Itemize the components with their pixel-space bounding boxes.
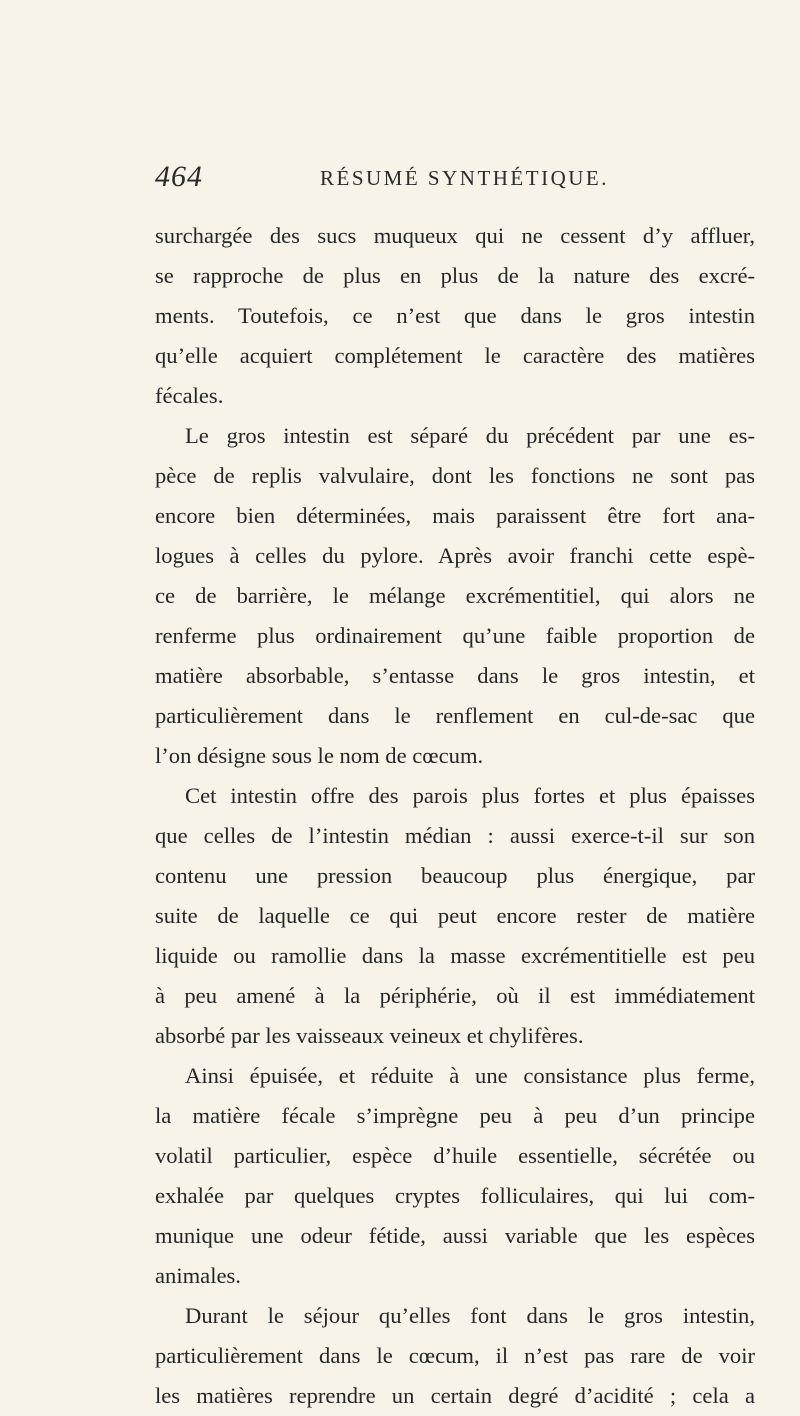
text-line: fécales.	[155, 383, 224, 408]
text-line: Le gros intestin est séparé du précédent par une es-	[185, 423, 755, 448]
text-line: surchargée des sucs muqueux qui ne cessent d’y affluer,	[155, 223, 755, 248]
text-line: exhalée par quelques cryptes folliculaires, qui lui com-	[155, 1183, 755, 1208]
text-line: que celles de l’intestin médian : aussi exerce-t-il sur son	[155, 823, 755, 848]
text-line: contenu une pression beaucoup plus énergique, par	[155, 863, 755, 888]
text-line: pèce de replis valvulaire, dont les fonctions ne sont pas	[155, 463, 755, 488]
text-line: munique une odeur fétide, aussi variable que les espèces	[155, 1223, 755, 1248]
text-line: se rapproche de plus en plus de la nature des excré-	[155, 263, 755, 288]
text-line: matière absorbable, s’entasse dans le gros intestin, et	[155, 663, 755, 688]
text-line: suite de laquelle ce qui peut encore rester de matière	[155, 903, 755, 928]
running-title: RÉSUMÉ SYNTHÉTIQUE.	[320, 166, 609, 190]
text-line: encore bien déterminées, mais paraissent être fort ana-	[155, 503, 755, 528]
text-line: Durant le séjour qu’elles font dans le gros intestin,	[185, 1303, 755, 1328]
text-line: absorbé par les vaisseaux veineux et chylifères.	[155, 1023, 584, 1048]
text-line: la matière fécale s’imprègne peu à peu d’un principe	[155, 1103, 755, 1128]
text-line: particulièrement dans le cœcum, il n’est pas rare de voir	[155, 1343, 755, 1368]
text-line: ce de barrière, le mélange excrémentitiel, qui alors ne	[155, 583, 755, 608]
text-line: renferme plus ordinairement qu’une faible proportion de	[155, 623, 755, 648]
text-line: Cet intestin offre des parois plus fortes et plus épaisses	[185, 783, 755, 808]
text-line: l’on désigne sous le nom de cœcum.	[155, 743, 484, 768]
body-text	[155, 216, 755, 1416]
text-line: animales.	[155, 1263, 241, 1288]
text-line: les matières reprendre un certain degré d’acidité ; cela a	[155, 1383, 755, 1408]
text-line: volatil particulier, espèce d’huile essentielle, sécrétée ou	[155, 1143, 755, 1168]
page-header	[155, 160, 755, 200]
text-line: Ainsi épuisée, et réduite à une consistance plus ferme,	[185, 1063, 755, 1088]
text-line: particulièrement dans le renflement en cul-de-sac que	[155, 703, 755, 728]
text-line: qu’elle acquiert complétement le caractère des matières	[155, 343, 755, 368]
text-line: à peu amené à la périphérie, où il est immédiatement	[155, 983, 755, 1008]
text-line: liquide ou ramollie dans la masse excrémentitielle est peu	[155, 943, 755, 968]
text-line: ments. Toutefois, ce n’est que dans le gros intestin	[155, 303, 755, 328]
page-number: 464	[155, 160, 203, 193]
text-line: logues à celles du pylore. Après avoir franchi cette espè-	[155, 543, 755, 568]
